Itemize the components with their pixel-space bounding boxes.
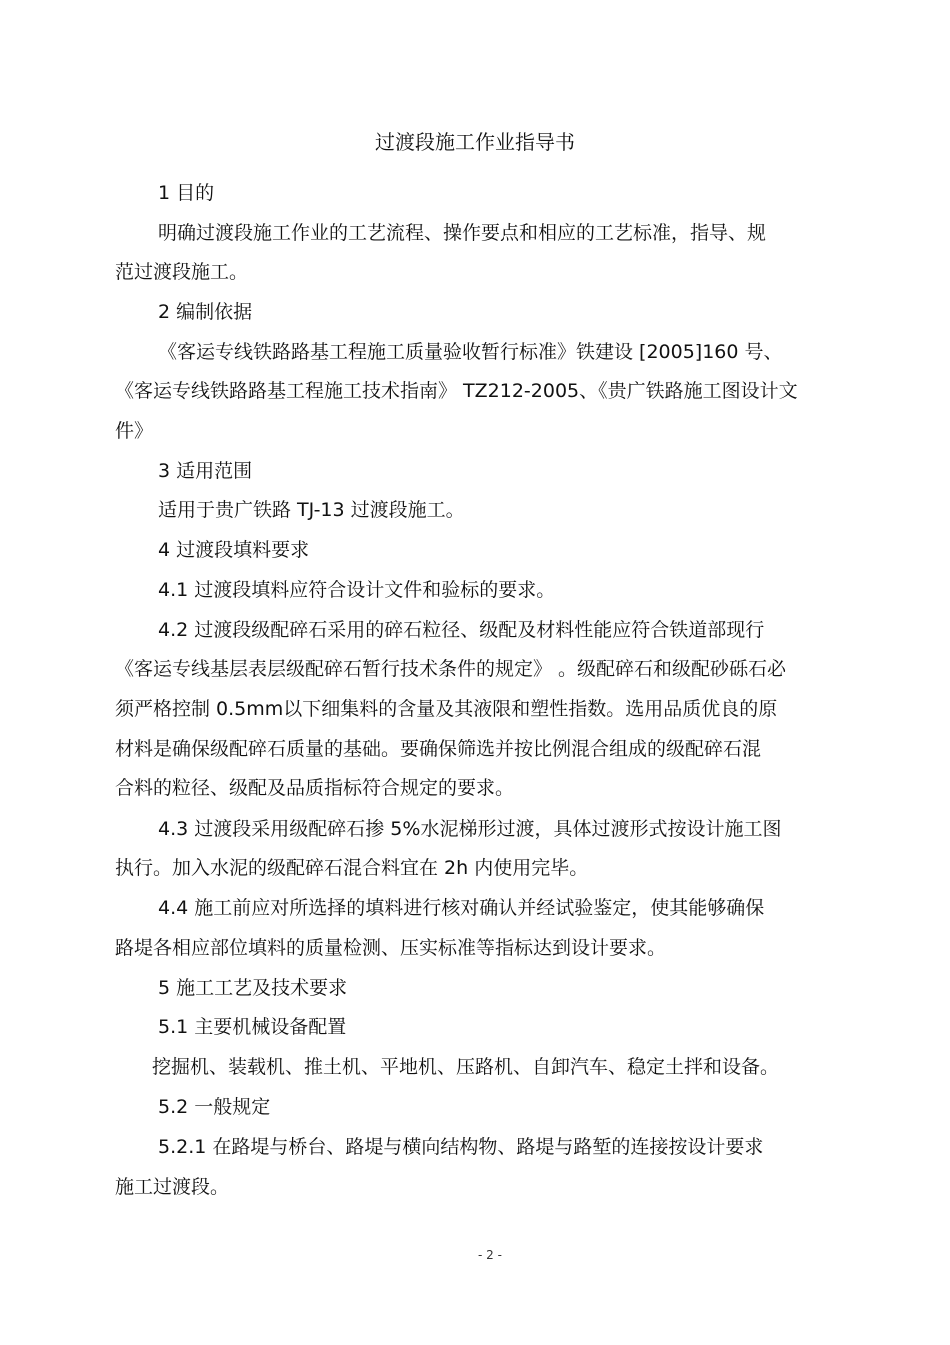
paragraph-line: 4.1 过渡段填料应符合设计文件和验标的要求。 xyxy=(158,579,556,601)
page-number: - 2 - xyxy=(478,1248,502,1262)
paragraph-line: 路堤各相应部位填料的质量检测、压实标准等指标达到设计要求。 xyxy=(115,937,667,959)
paragraph-line: 件》 xyxy=(115,420,154,442)
paragraph-line: 须严格控制 0.5mm以下细集料的含量及其液限和塑性指数。选用品质优良的原 xyxy=(115,698,778,720)
section-heading-2: 2 编制依据 xyxy=(158,301,253,323)
paragraph-line: 5.2.1 在路堤与桥台、路堤与横向结构物、路堤与路堑的连接按设计要求 xyxy=(158,1136,764,1158)
paragraph-line: 执行。加入水泥的级配碎石混合料宜在 2h 内使用完毕。 xyxy=(115,857,589,879)
paragraph-line: 《客运专线铁路路基工程施工质量验收暂行标准》铁建设 [2005]160 号、 xyxy=(158,341,783,363)
paragraph-line: 材料是确保级配碎石质量的基础。要确保筛选并按比例混合组成的级配碎石混 xyxy=(115,738,762,760)
paragraph-line: 范过渡段施工。 xyxy=(115,261,249,283)
section-heading-3: 3 适用范围 xyxy=(158,460,253,482)
paragraph-line: 《客运专线铁路路基工程施工技术指南》 TZ212-2005、《贵广铁路施工图设计文 xyxy=(115,380,798,402)
paragraph-line: 4.4 施工前应对所选择的填料进行核对确认并经试验鉴定，使其能够确保 xyxy=(158,897,765,919)
paragraph-line: 4.2 过渡段级配碎石采用的碎石粒径、级配及材料性能应符合铁道部现行 xyxy=(158,619,765,641)
paragraph-line: 施工过渡段。 xyxy=(115,1176,230,1198)
paragraph-line: 合料的粒径、级配及品质指标符合规定的要求。 xyxy=(115,777,515,799)
paragraph-line: 适用于贵广铁路 TJ-13 过渡段施工。 xyxy=(158,499,465,521)
paragraph-line: 挖掘机、装载机、推土机、平地机、压路机、自卸汽车、稳定土拌和设备。 xyxy=(152,1056,780,1078)
section-heading-5: 5 施工工艺及技术要求 xyxy=(158,977,348,999)
subsection-heading: 5.1 主要机械设备配置 xyxy=(158,1016,347,1038)
paragraph-line: 明确过渡段施工作业的工艺流程、操作要点和相应的工艺标准，指导、规 xyxy=(158,222,767,244)
section-heading-4: 4 过渡段填料要求 xyxy=(158,539,310,561)
paragraph-line: 《客运专线基层表层级配碎石暂行技术条件的规定》 。级配碎石和级配砂砾石必 xyxy=(115,658,787,680)
document-title: 过渡段施工作业指导书 xyxy=(375,130,575,154)
paragraph-line: 4.3 过渡段采用级配碎石掺 5%水泥梯形过渡，具体过渡形式按设计施工图 xyxy=(158,818,782,840)
section-heading-1: 1 目的 xyxy=(158,182,215,204)
subsection-heading: 5.2 一般规定 xyxy=(158,1096,271,1118)
